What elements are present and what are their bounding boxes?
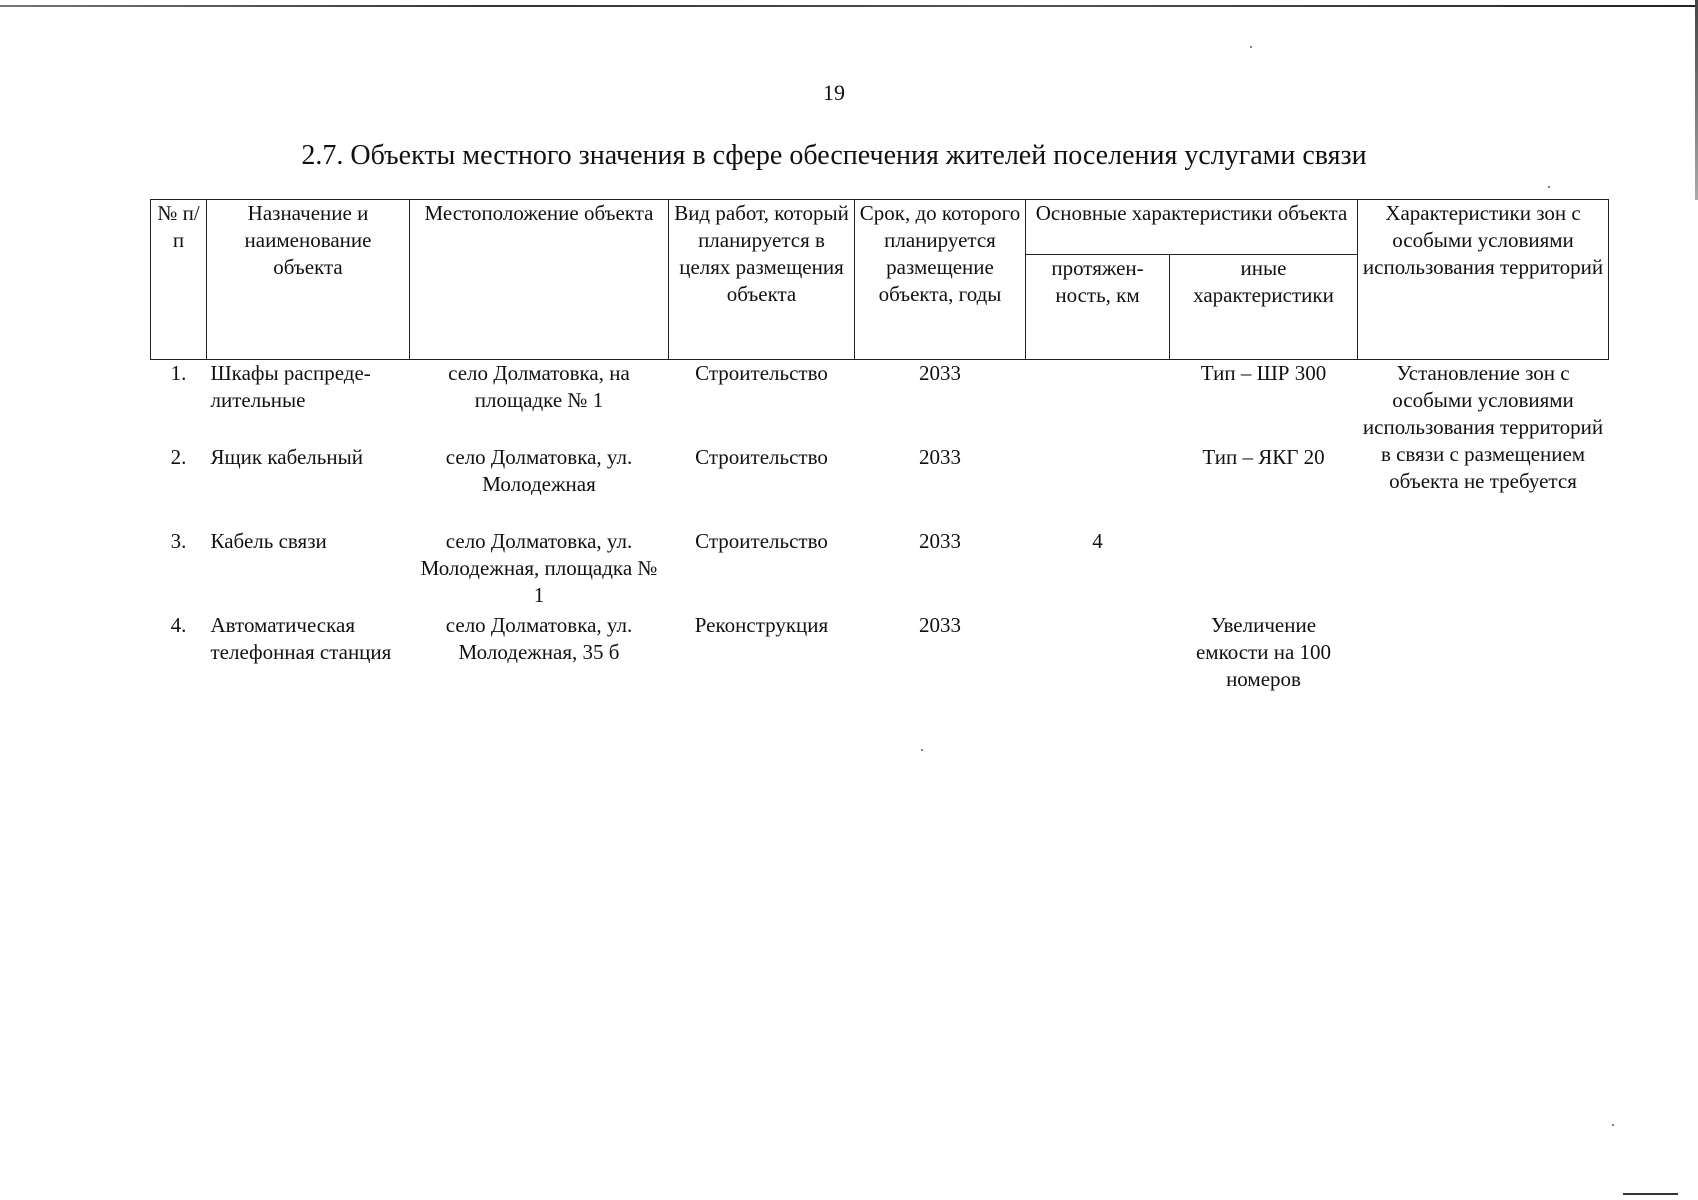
header-main-characteristics: Основные характеристики объекта: [1026, 200, 1358, 255]
row-name: Кабель связи: [210, 529, 327, 553]
row-location: село Долматовка, ул. Молодежная, площадка № 1: [420, 529, 658, 607]
row-other: Тип – ЯКГ 20: [1202, 445, 1325, 469]
header-deadline: Срок, до которого планируется размещение объекта, годы: [855, 200, 1026, 360]
row-other: Увеличение емкости на 100 номеров: [1195, 613, 1332, 691]
row-work-type: Строительство: [695, 445, 828, 469]
row-length: [1026, 360, 1170, 445]
header-length: протяжен-ность, км: [1026, 255, 1170, 360]
row-num: 3.: [170, 529, 187, 553]
table-row: [151, 360, 1609, 445]
row-work-type: Строительство: [695, 529, 828, 553]
page-number: 19: [823, 80, 845, 105]
scan-border-bottom: [1623, 1193, 1678, 1195]
header-location: Местоположение объекта: [410, 200, 669, 360]
row-name: Ящик кабельный: [210, 445, 363, 469]
row-work-type: Реконструкция: [694, 613, 829, 637]
header-num: № п/п: [151, 200, 207, 360]
header-other: иные характеристики: [1170, 255, 1358, 360]
row-location: село Долматовка, на площадке № 1: [448, 361, 630, 412]
row-length: [1026, 612, 1170, 696]
header-zones: Характеристики зон с особыми условиями использования территорий: [1358, 200, 1609, 360]
header-name: Назначение и наименование объекта: [207, 200, 410, 360]
scan-speck: [1250, 46, 1252, 48]
row-deadline: 2033: [919, 361, 961, 385]
scan-speck: [1612, 1124, 1614, 1126]
document-title: 2.7. Объекты местного значения в сфере обеспечения жителей поселения услугами связи: [301, 140, 1367, 171]
zones-note: Установление зон с особыми условиями использования территорий в связи с размещением объекта не требуется: [1362, 361, 1604, 493]
row-other: [1170, 528, 1358, 612]
row-num: 2.: [170, 445, 187, 469]
objects-table-container: [150, 199, 1608, 696]
row-name: Шкафы распреде-лительные: [210, 361, 371, 412]
row-deadline: 2033: [919, 529, 961, 553]
row-work-type: Строительство: [695, 361, 828, 385]
row-deadline: 2033: [919, 445, 961, 469]
row-deadline: 2033: [919, 613, 961, 637]
row-location: село Долматовка, ул. Молодежная: [445, 445, 633, 496]
scan-speck: [921, 749, 923, 751]
row-num: 4.: [170, 613, 187, 637]
objects-table: [150, 199, 1609, 696]
row-name: Автоматическая телефонная станция: [210, 613, 392, 664]
row-num: 1.: [170, 361, 187, 385]
row-other: Тип – ШР 300: [1200, 361, 1327, 385]
row-length: 4: [1092, 529, 1103, 553]
scan-border-top: [0, 5, 1698, 7]
row-length: [1026, 444, 1170, 528]
scan-speck: [1548, 186, 1550, 188]
header-work-type: Вид работ, который планируется в целях размещения объекта: [669, 200, 855, 360]
row-location: село Долматовка, ул. Молодежная, 35 б: [445, 613, 633, 664]
